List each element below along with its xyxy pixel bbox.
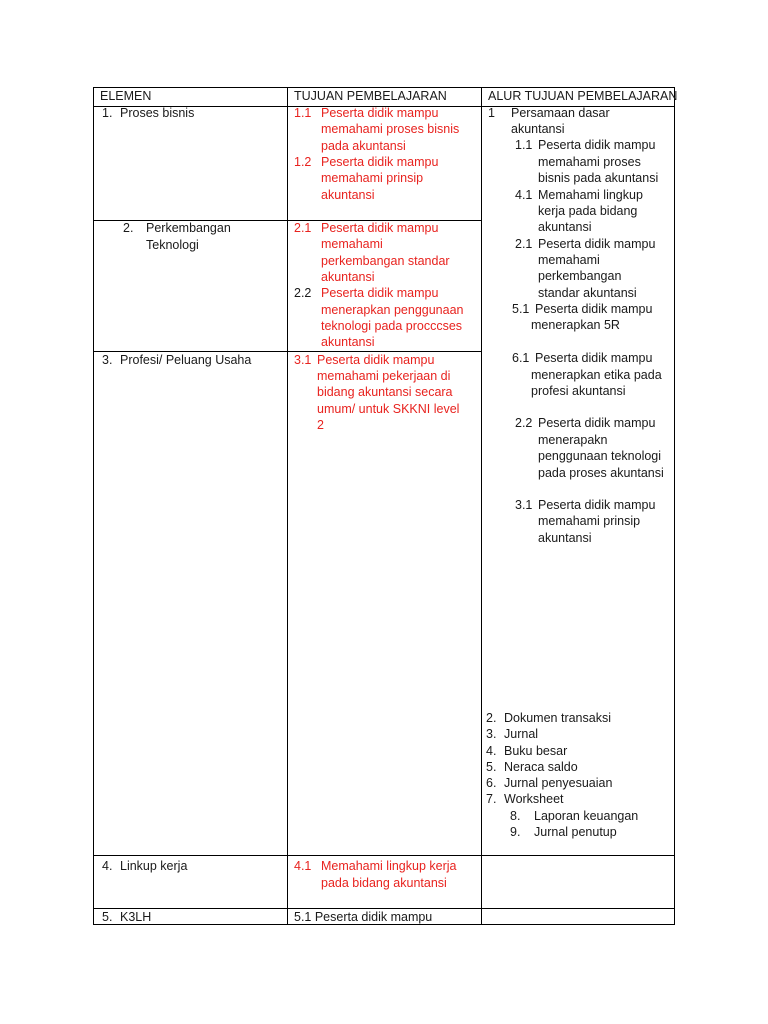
alur-list-number: 7.	[486, 792, 497, 806]
tujuan-line: umum/ untuk SKKNI level	[317, 402, 460, 416]
alur-list-item: Laporan keuangan	[534, 809, 639, 823]
tujuan-line: Peserta didik mampu	[321, 106, 439, 120]
tujuan-line: memahami pekerjaan di	[317, 369, 451, 383]
tujuan-number: 1.1	[294, 106, 312, 120]
column-divider	[481, 88, 482, 924]
tujuan-line: teknologi pada procccses	[321, 319, 463, 333]
alur-list-item: Jurnal penutup	[534, 825, 617, 839]
tujuan-line: 5.1 Peserta didik mampu	[294, 910, 433, 924]
alur-list-item: Worksheet	[504, 792, 564, 806]
tujuan-line: akuntansi	[321, 270, 375, 284]
column-divider	[287, 88, 288, 924]
alur-item-line: memahami proses	[538, 155, 641, 169]
row-divider	[94, 855, 674, 856]
alur-item-line: Memahami lingkup	[538, 188, 643, 202]
alur-list-number: 8.	[510, 809, 521, 823]
header-alur-tujuan-pembelajaran: ALUR TUJUAN PEMBELAJARAN	[488, 89, 678, 103]
alur-list-item: Jurnal penyesuaian	[504, 776, 613, 790]
alur-item-line: menerapkan 5R	[531, 318, 620, 332]
alur-item-number: 6.1	[512, 351, 530, 365]
alur-item-line: Peserta didik mampu	[538, 498, 656, 512]
elemen-label: Teknologi	[146, 238, 199, 252]
tujuan-line: 2	[317, 418, 324, 432]
tujuan-number: 3.1	[294, 353, 312, 367]
header-elemen: ELEMEN	[100, 89, 152, 103]
elemen-number: 5.	[102, 910, 113, 924]
alur-list-number: 2.	[486, 711, 497, 725]
alur-item-line: Peserta didik mampu	[538, 237, 656, 251]
tujuan-line: perkembangan standar	[321, 254, 450, 268]
tujuan-line: Peserta didik mampu	[321, 155, 439, 169]
alur-item-line: Peserta didik mampu	[538, 138, 656, 152]
alur-item-line: Peserta didik mampu	[535, 302, 653, 316]
tujuan-line: menerapkan penggunaan	[321, 303, 464, 317]
elemen-number: 2.	[123, 221, 134, 235]
tujuan-line: Peserta didik mampu	[321, 221, 439, 235]
tujuan-line: memahami proses bisnis	[321, 122, 460, 136]
tujuan-line: Memahami lingkup kerja	[321, 859, 457, 873]
alur-intro-number: 1	[488, 106, 495, 120]
alur-item-line: standar akuntansi	[538, 286, 637, 300]
alur-item-line: memahami prinsip	[538, 514, 641, 528]
alur-item-number: 1.1	[515, 138, 533, 152]
elemen-label: Proses bisnis	[120, 106, 195, 120]
tujuan-line: pada bidang akuntansi	[321, 876, 447, 890]
alur-list-number: 6.	[486, 776, 497, 790]
tujuan-number: 2.2	[294, 286, 312, 300]
elemen-number: 4.	[102, 859, 113, 873]
tujuan-line: memahami	[321, 237, 383, 251]
alur-list-item: Neraca saldo	[504, 760, 578, 774]
tujuan-line: Peserta didik mampu	[321, 286, 439, 300]
tujuan-line: akuntansi	[321, 188, 375, 202]
alur-item-number: 2.1	[515, 237, 533, 251]
alur-item-line: menerapkan etika pada	[531, 368, 662, 382]
alur-item-line: menerapakn	[538, 433, 608, 447]
alur-list-item: Dokumen transaksi	[504, 711, 611, 725]
tujuan-line: Peserta didik mampu	[317, 353, 435, 367]
tujuan-line: bidang akuntansi secara	[317, 385, 453, 399]
alur-item-line: akuntansi	[538, 220, 592, 234]
tujuan-line: memahami prinsip	[321, 171, 424, 185]
alur-list-number: 3.	[486, 727, 497, 741]
alur-list-number: 5.	[486, 760, 497, 774]
alur-item-number: 3.1	[515, 498, 533, 512]
alur-item-number: 2.2	[515, 416, 533, 430]
elemen-number: 1.	[102, 106, 113, 120]
alur-item-line: penggunaan teknologi	[538, 449, 662, 463]
elemen-label: Perkembangan	[146, 221, 231, 235]
alur-list-item: Jurnal	[504, 727, 539, 741]
tujuan-number: 1.2	[294, 155, 312, 169]
alur-item-line: akuntansi	[538, 531, 592, 545]
alur-item-line: perkembangan	[538, 269, 622, 283]
alur-item-line: Peserta didik mampu	[535, 351, 653, 365]
elemen-label: K3LH	[120, 910, 152, 924]
elemen-label: Profesi/ Peluang Usaha	[120, 353, 252, 367]
elemen-label: Linkup kerja	[120, 859, 188, 873]
alur-item-line: memahami	[538, 253, 600, 267]
alur-item-line: Peserta didik mampu	[538, 416, 656, 430]
elemen-number: 3.	[102, 353, 113, 367]
alur-list-number: 4.	[486, 744, 497, 758]
tujuan-number: 2.1	[294, 221, 312, 235]
header-tujuan-pembelajaran: TUJUAN PEMBELAJARAN	[294, 89, 447, 103]
alur-list-item: Buku besar	[504, 744, 568, 758]
alur-intro-line: Persamaan dasar	[511, 106, 610, 120]
alur-item-line: bisnis pada akuntansi	[538, 171, 659, 185]
tujuan-line: pada akuntansi	[321, 139, 406, 153]
alur-list-number: 9.	[510, 825, 521, 839]
alur-intro-line: akuntansi	[511, 122, 565, 136]
alur-item-line: pada proses akuntansi	[538, 466, 664, 480]
alur-item-number: 4.1	[515, 188, 533, 202]
tujuan-number: 4.1	[294, 859, 312, 873]
alur-item-number: 5.1	[512, 302, 530, 316]
alur-item-line: profesi akuntansi	[531, 384, 626, 398]
alur-item-line: kerja pada bidang	[538, 204, 638, 218]
tujuan-line: akuntansi	[321, 335, 375, 349]
